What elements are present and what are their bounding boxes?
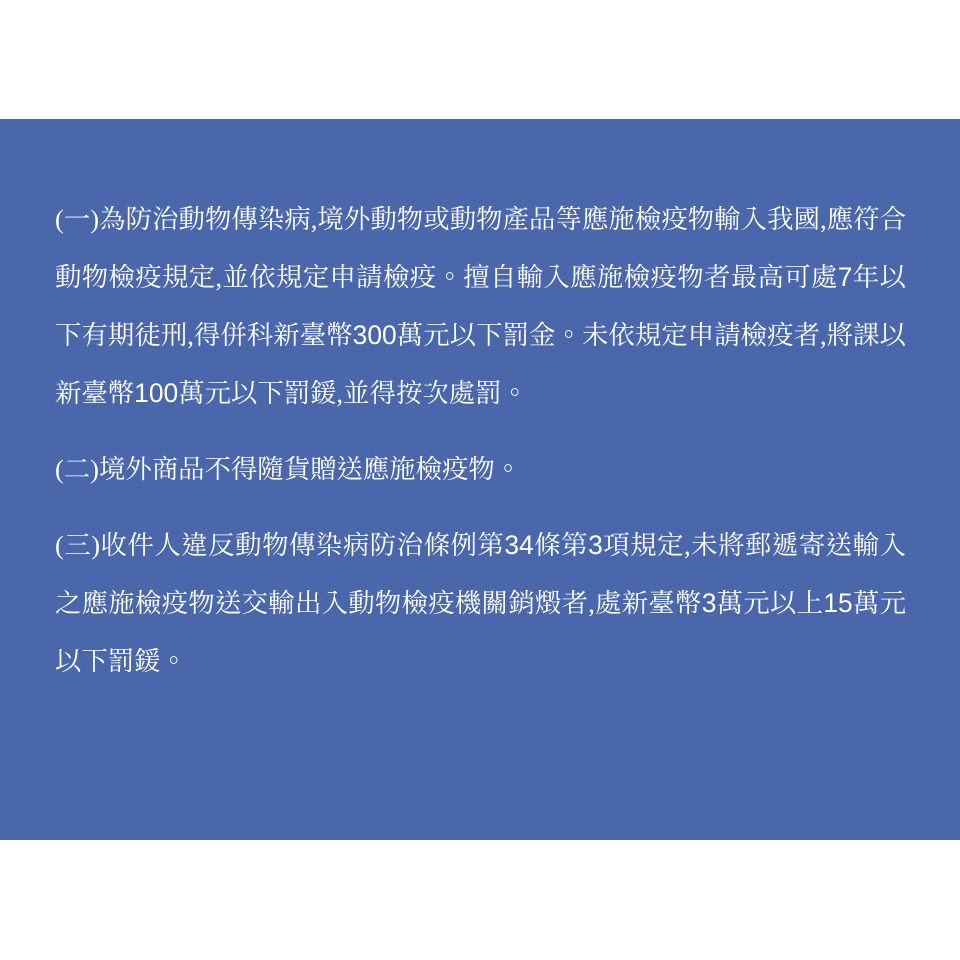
paragraph-recipient-violation-penalty: (三)收件人違反動物傳染病防治條例第34條第3項規定,未將郵遞寄送輸入之應施檢疫物送交輸出入動物檢疫機關銷燬者,處新臺幣3萬元以上15萬元以下罰鍰。 [55,530,907,676]
content-panel [0,119,960,840]
paragraph-quarantine-import-rule: (一)為防治動物傳染病,境外動物或動物產品等應施檢疫物輸入我國,應符合動物檢疫規定,並依規定申請檢疫。擅自輸入應施檢疫物者最高可處7年以下有期徒刑,得併科新臺幣300萬元以下罰金。未依規定申請檢疫者,將課以新臺幣100萬元以下罰鍰,並得按次處罰。 [55,204,906,408]
paragraph-no-gift-quarantine-items: (二)境外商品不得隨貨贈送應施檢疫物。 [55,454,522,484]
